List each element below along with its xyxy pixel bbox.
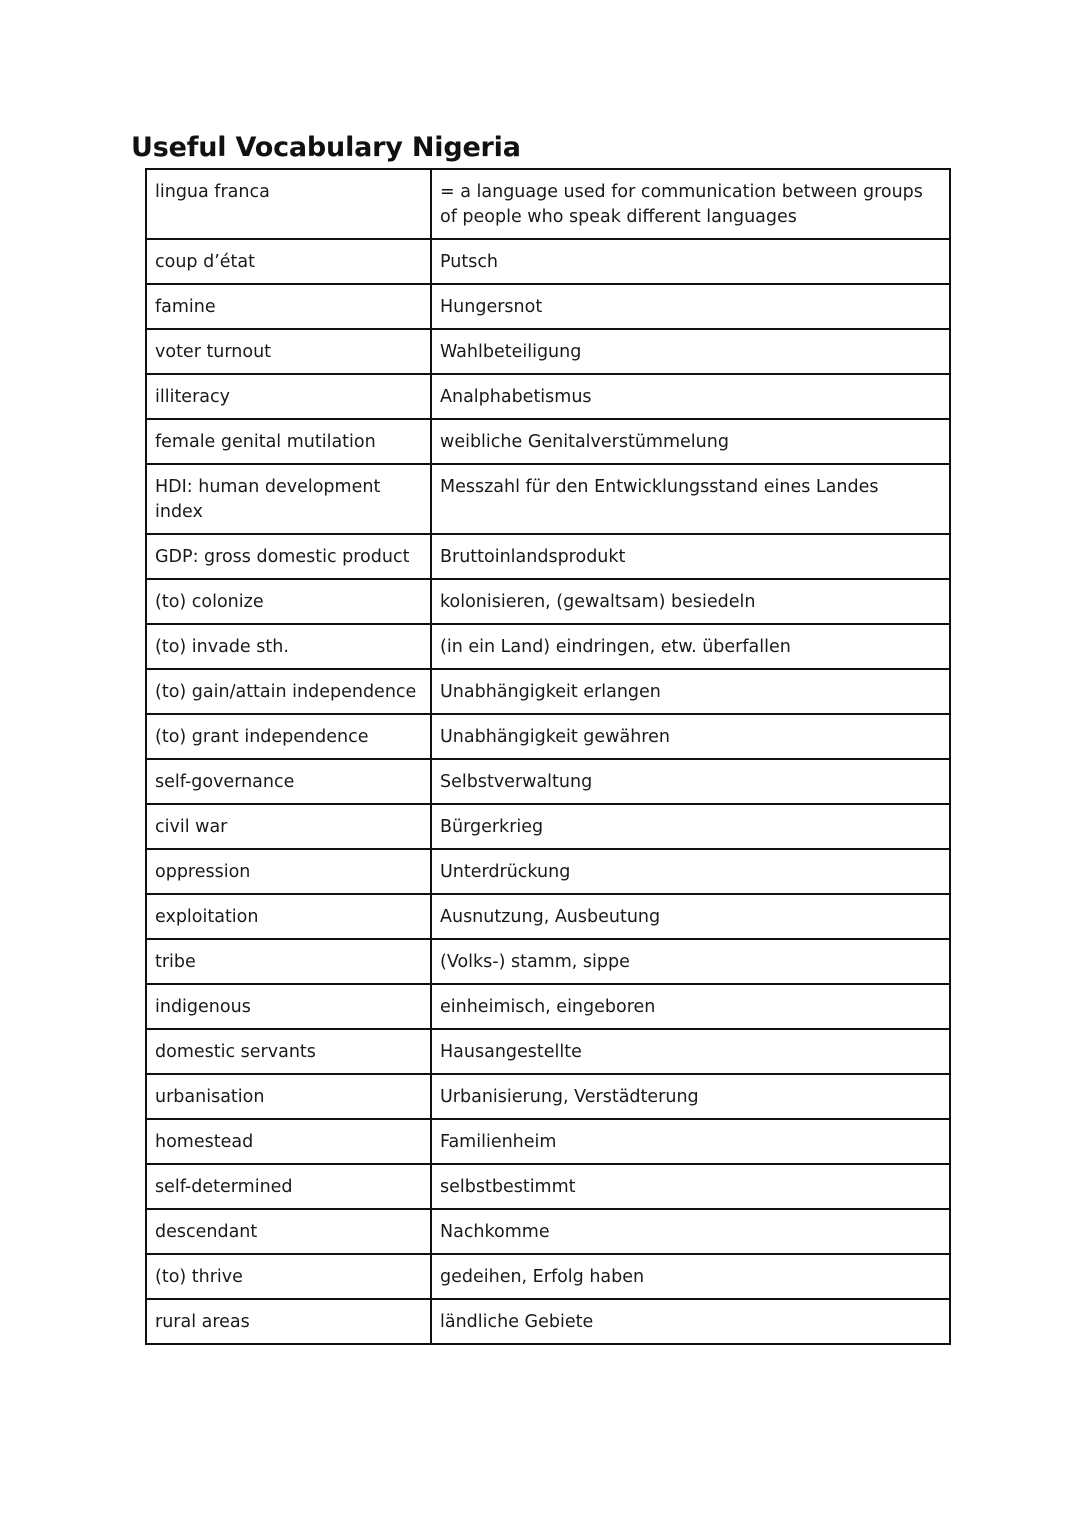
definition-cell: Unabhängigkeit erlangen — [431, 669, 950, 714]
definition-cell: = a language used for communication between groups of people who speak different languages — [431, 169, 950, 239]
definition-cell: Analphabetismus — [431, 374, 950, 419]
table-row — [146, 1164, 950, 1209]
term-cell: homestead — [146, 1119, 431, 1164]
definition-cell: kolonisieren, (gewaltsam) besiedeln — [431, 579, 950, 624]
table-row — [146, 624, 950, 669]
vocabulary-table — [145, 168, 951, 1345]
table-row — [146, 1299, 950, 1344]
term-cell: female genital mutilation — [146, 419, 431, 464]
term-cell: GDP: gross domestic product — [146, 534, 431, 579]
table-row — [146, 714, 950, 759]
term-cell: exploitation — [146, 894, 431, 939]
term-cell: coup d’état — [146, 239, 431, 284]
definition-cell: Messzahl für den Entwicklungsstand eines Landes — [431, 464, 950, 534]
definition-cell: Hungersnot — [431, 284, 950, 329]
term-cell: tribe — [146, 939, 431, 984]
term-cell: civil war — [146, 804, 431, 849]
table-row — [146, 894, 950, 939]
table-row — [146, 849, 950, 894]
definition-cell: Wahlbeteiligung — [431, 329, 950, 374]
definition-cell: Ausnutzung, Ausbeutung — [431, 894, 950, 939]
term-cell: self-governance — [146, 759, 431, 804]
table-row — [146, 329, 950, 374]
table-row — [146, 1254, 950, 1299]
definition-cell: Unabhängigkeit gewähren — [431, 714, 950, 759]
definition-cell: Putsch — [431, 239, 950, 284]
table-row — [146, 579, 950, 624]
term-cell: (to) gain/attain independence — [146, 669, 431, 714]
definition-cell: einheimisch, eingeboren — [431, 984, 950, 1029]
table-row — [146, 1074, 950, 1119]
term-cell: descendant — [146, 1209, 431, 1254]
term-cell: (to) grant independence — [146, 714, 431, 759]
table-row — [146, 374, 950, 419]
term-cell: indigenous — [146, 984, 431, 1029]
table-row — [146, 284, 950, 329]
definition-cell: Urbanisierung, Verstädterung — [431, 1074, 950, 1119]
table-row — [146, 1119, 950, 1164]
table-row — [146, 804, 950, 849]
table-row — [146, 464, 950, 534]
term-cell: oppression — [146, 849, 431, 894]
term-cell: (to) invade sth. — [146, 624, 431, 669]
table-row — [146, 984, 950, 1029]
definition-cell: Unterdrückung — [431, 849, 950, 894]
term-cell: HDI: human development index — [146, 464, 431, 534]
definition-cell: weibliche Genitalverstümmelung — [431, 419, 950, 464]
term-cell: (to) colonize — [146, 579, 431, 624]
term-cell: domestic servants — [146, 1029, 431, 1074]
table-row — [146, 759, 950, 804]
definition-cell: Selbstverwaltung — [431, 759, 950, 804]
table-row — [146, 939, 950, 984]
definition-cell: Nachkomme — [431, 1209, 950, 1254]
term-cell: (to) thrive — [146, 1254, 431, 1299]
definition-cell: selbstbestimmt — [431, 1164, 950, 1209]
definition-cell: (Volks-) stamm, sippe — [431, 939, 950, 984]
term-cell: illiteracy — [146, 374, 431, 419]
table-row — [146, 1209, 950, 1254]
definition-cell: (in ein Land) eindringen, etw. überfallen — [431, 624, 950, 669]
term-cell: voter turnout — [146, 329, 431, 374]
definition-cell: gedeihen, Erfolg haben — [431, 1254, 950, 1299]
term-cell: lingua franca — [146, 169, 431, 239]
term-cell: famine — [146, 284, 431, 329]
definition-cell: Familienheim — [431, 1119, 950, 1164]
definition-cell: Bruttoinlandsprodukt — [431, 534, 950, 579]
definition-cell: Hausangestellte — [431, 1029, 950, 1074]
table-row — [146, 419, 950, 464]
table-row — [146, 169, 950, 239]
table-row — [146, 239, 950, 284]
table-row — [146, 669, 950, 714]
table-row — [146, 534, 950, 579]
term-cell: self-determined — [146, 1164, 431, 1209]
table-row — [146, 1029, 950, 1074]
term-cell: urbanisation — [146, 1074, 431, 1119]
definition-cell: ländliche Gebiete — [431, 1299, 950, 1344]
definition-cell: Bürgerkrieg — [431, 804, 950, 849]
page-title: Useful Vocabulary Nigeria — [131, 132, 521, 163]
term-cell: rural areas — [146, 1299, 431, 1344]
